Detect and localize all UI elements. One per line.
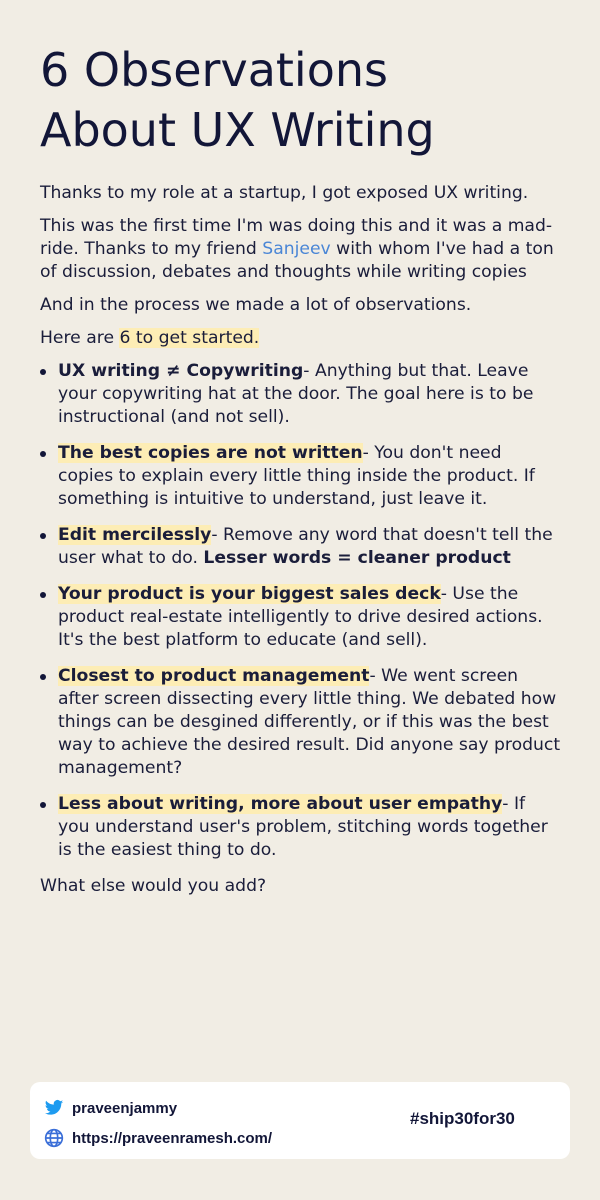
twitter-handle: praveenjammy [72,1099,178,1117]
observation-text: - Use the product real-estate intelligently to drive desired actions. It's the best platform to educate (and sell). [58,584,543,650]
title-line-1: 6 Observations [40,43,388,97]
twitter-row[interactable] [44,1098,177,1118]
observation-heading: UX writing ≠ Copywriting [58,361,304,381]
hashtag-label: #ship30for30 [410,1109,515,1128]
list-item [40,360,562,429]
list-item [40,793,562,862]
bullet-icon [40,592,46,598]
observation-heading: Your product is your biggest sales deck [58,584,441,604]
twitter-bird-icon [44,1098,64,1118]
observation-text: - Remove any word that doesn't tell the user what to do. [58,525,553,568]
list-item [40,524,562,570]
intro-paragraph-3: And in the process we made a lot of observations. [40,295,472,315]
closing-question: What else would you add? [40,876,267,896]
website-link: https://praveenramesh.com/ [72,1129,273,1147]
bullet-icon [40,802,46,808]
list-item [40,442,562,511]
bullet-icon [40,533,46,539]
observation-heading: The best copies are not written [58,443,363,463]
observations-list [40,360,562,862]
website-row[interactable] [44,1128,272,1148]
list-item [40,665,562,780]
author-footer-card [30,1082,570,1159]
bullet-icon [40,674,46,680]
bullet-icon [40,451,46,457]
intro-p4-highlight: 6 to get started. [119,328,260,348]
sanjeev-link[interactable]: Sanjeev [262,239,331,259]
observation-heading: Edit mercilessly [58,525,212,545]
globe-icon [44,1128,64,1148]
intro-p2-after: with whom I've had a ton of discussion, debates and thoughts while writing copies [40,239,554,282]
intro-paragraph-1: Thanks to my role at a startup, I got exposed UX writing. [40,183,529,203]
observation-heading: Closest to product management [58,666,370,686]
intro-paragraph-4 [40,327,562,350]
observation-text: - We went screen after screen dissecting every little thing. We debated how things can be desgined differently, or if this was the best way to achieve the desired result. Did anyone say product management? [58,666,561,778]
observation-text: - If you understand user's problem, stitching words together is the easiest thing to do. [58,794,548,860]
bullet-icon [40,369,46,375]
observation-heading: Less about writing, more about user empathy [58,794,503,814]
observation-text: - Anything but that. Leave your copywriting hat at the door. The goal here is to be instructional (and not sell). [58,361,534,427]
list-item [40,583,562,652]
page-title [40,40,570,160]
article-body [40,182,562,908]
intro-p2-before: This was the first time I'm was doing this and it was a mad-ride. Thanks to my friend [40,216,553,259]
observation-text: - You don't need copies to explain every little thing inside the product. If something is intuitive to understand, just leave it. [58,443,535,509]
title-line-2: About UX Writing [40,103,435,157]
observation-bold-tail: Lesser words = cleaner product [203,548,511,568]
intro-p4-before: Here are [40,328,120,348]
intro-paragraph-2 [40,215,562,284]
